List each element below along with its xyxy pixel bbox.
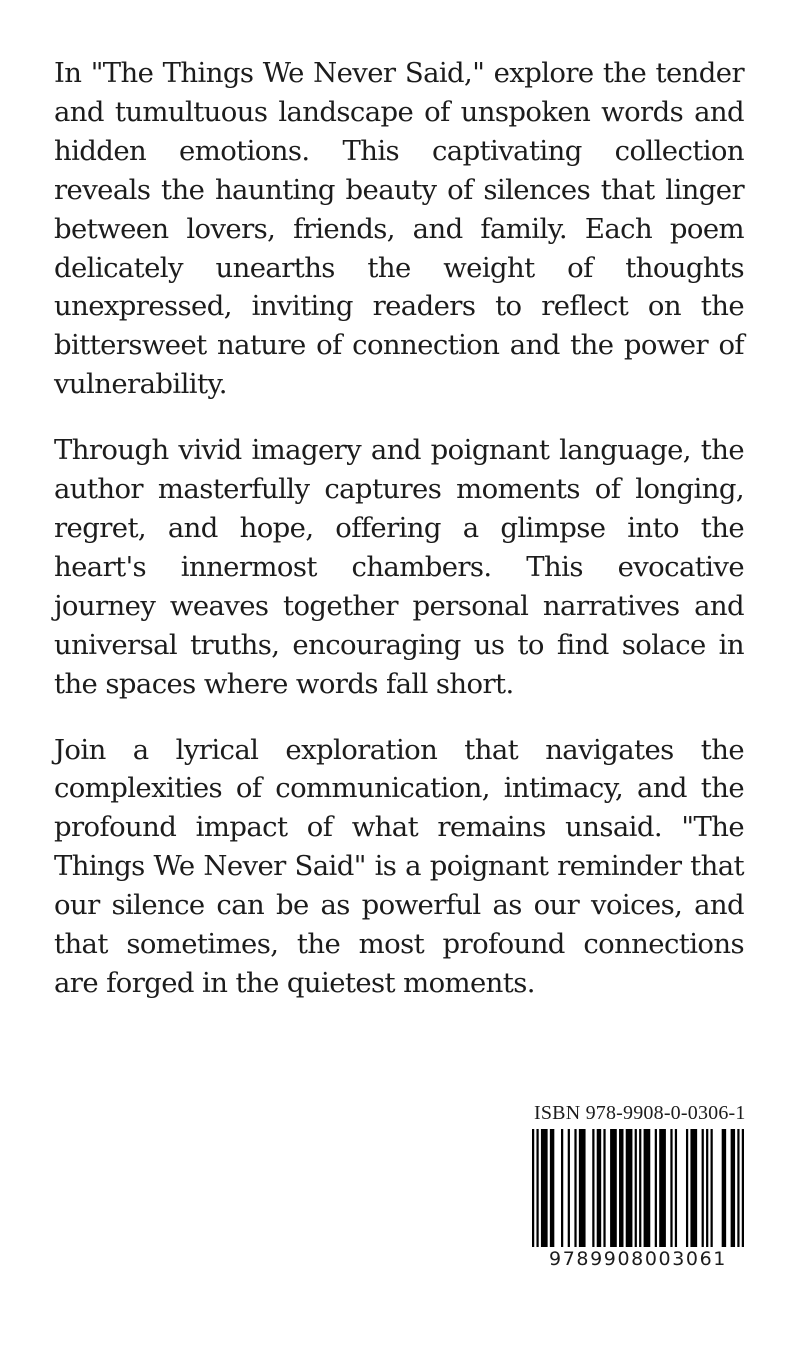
isbn-barcode: [532, 1102, 744, 1306]
barcode-bar: [670, 1129, 672, 1247]
barcode-bar: [603, 1129, 605, 1247]
barcode-bar: [639, 1129, 641, 1247]
barcode-bar: [742, 1129, 744, 1247]
ean-digits: 9789908003061: [549, 1248, 727, 1270]
barcode-bar: [675, 1129, 677, 1247]
barcode-bar: [568, 1129, 570, 1247]
barcode-bar: [626, 1129, 633, 1247]
barcode-bar: [541, 1129, 548, 1247]
barcode-bar: [532, 1129, 534, 1247]
barcode-bar: [635, 1129, 637, 1247]
blurb-paragraph-3: Join a lyrical exploration that navigates the complexities of communication, intimacy, and the profound impact of what remains unsaid. "The Things We Never Said" is a poignant reminder that our silence can be as powerful as our voices, and that sometimes, the most profound connections are forged in the quietest moments.: [54, 733, 744, 999]
barcode-bar: [706, 1129, 708, 1247]
barcode-bar: [579, 1129, 586, 1247]
barcode-bar: [561, 1129, 563, 1247]
barcode-bar: [722, 1129, 726, 1247]
blurb-paragraph-1: In "The Things We Never Said," explore the tender and tumultuous landscape of unspoken words and hidden emotions. This captivating collection reveals the haunting beauty of silences that linger between lovers, friends, and family. Each poem delicately unearths the weight of thoughts unexpressed, inviting readers to reflect on the bittersweet nature of connection and the power of vulnerability.: [54, 57, 744, 401]
barcode-bar: [737, 1129, 739, 1247]
barcode-bar: [711, 1129, 713, 1247]
book-description: [54, 54, 744, 1030]
barcode-bar: [592, 1129, 594, 1247]
barcode-bar: [644, 1129, 651, 1247]
barcode-bar: [686, 1129, 688, 1247]
barcode-bar: [574, 1129, 576, 1247]
barcode-bar: [655, 1129, 657, 1247]
barcode-bar: [610, 1129, 617, 1247]
barcode-bars: [532, 1129, 744, 1247]
isbn-label: ISBN 978-9908-0-0306-1: [534, 1102, 746, 1124]
barcode-bar: [659, 1129, 666, 1247]
barcode-bar: [731, 1129, 735, 1247]
barcode-bar: [690, 1129, 697, 1247]
barcode-bar: [619, 1129, 623, 1247]
barcode-bar: [536, 1129, 538, 1247]
barcode-bar: [550, 1129, 554, 1247]
barcode-bar: [702, 1129, 704, 1247]
blurb-paragraph-2: Through vivid imagery and poignant language, the author masterfully captures moments of longing, regret, and hope, offering a glimpse into the heart's innermost chambers. This evocative journey weaves together personal narratives and universal truths, encouraging us to find solace in the spaces where words fall short.: [54, 434, 744, 700]
barcode-bar: [597, 1129, 601, 1247]
